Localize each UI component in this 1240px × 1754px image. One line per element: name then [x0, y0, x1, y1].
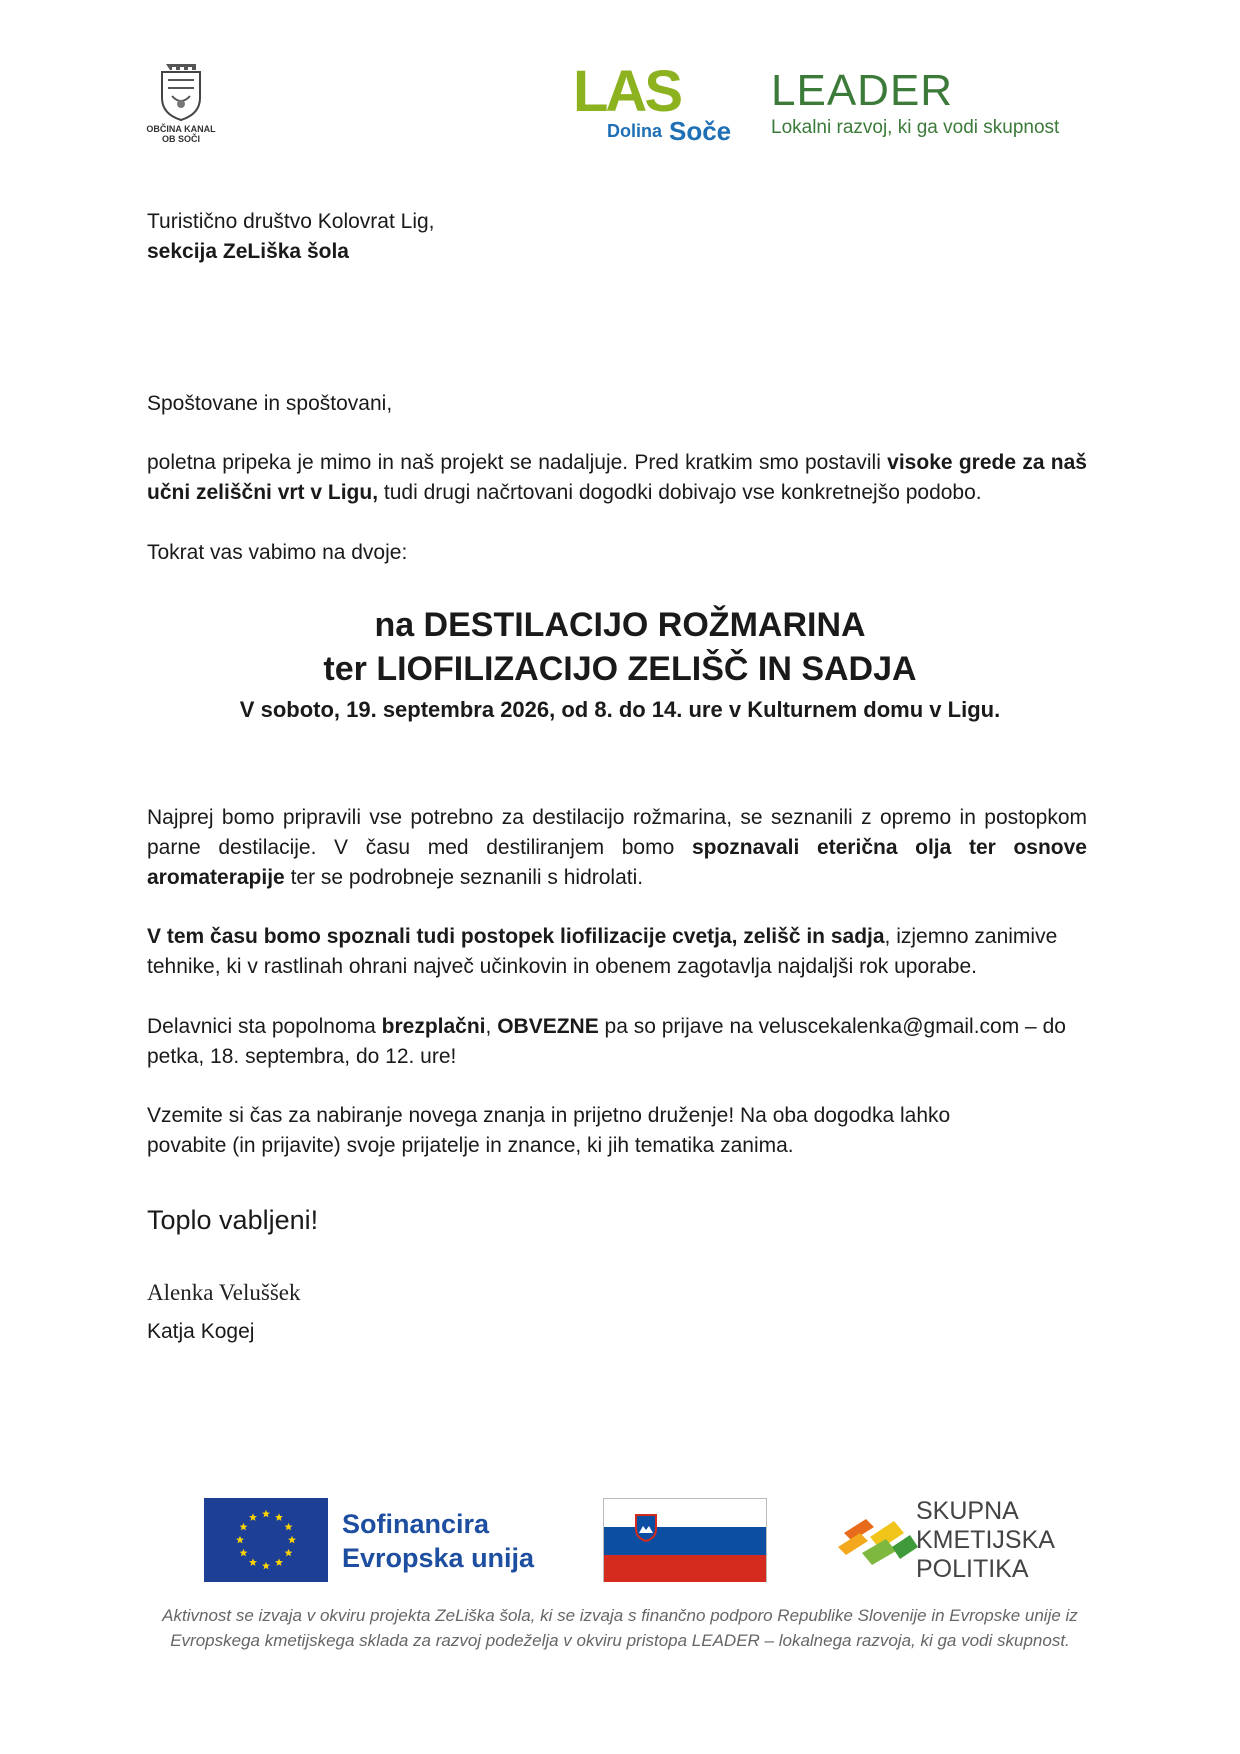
para3-text-a: V tem času bomo spoznali tudi postopek liofilizacije cvetja, zelišč in sadja [147, 925, 885, 948]
paragraph-distillation [147, 803, 1087, 893]
invite-intro: Tokrat vas vabimo na dvoje: [147, 541, 408, 564]
para4-text-c: , [485, 1015, 498, 1038]
event-heading [100, 603, 1140, 725]
para1-text-c: tudi drugi načrtovani dogodki dobivajo vse konkretnejšo podobo. [378, 481, 982, 504]
eu-star-icon [249, 1513, 257, 1521]
event-title-line1: na DESTILACIJO ROŽMARINA [374, 606, 866, 644]
las-dolina-soce-logo [573, 59, 733, 150]
cap-logo-line3: POLITIKA [916, 1555, 1029, 1583]
eu-star-icon [285, 1523, 293, 1531]
eu-star-icon [262, 1562, 270, 1570]
signature-katja: Katja Kogej [147, 1320, 255, 1343]
sender-line2: sekcija ZeLiška šola [147, 240, 349, 263]
para4-text-b: brezplačni [381, 1015, 486, 1038]
leader-logo [771, 66, 1101, 146]
eu-stars-icon [204, 1498, 328, 1582]
paragraph-intro [147, 448, 1087, 508]
eu-star-icon [285, 1549, 293, 1557]
leader-logo-subtitle: Lokalni razvoj, ki ga vodi skupnost [771, 117, 1060, 138]
eu-logo-line2: Evropska unija [342, 1543, 535, 1573]
event-date-location: V soboto, 19. septembra 2026, od 8. do 14. ure v Kulturnem domu v Ligu. [239, 697, 1001, 722]
para4-text-a: Delavnici sta popolnoma [147, 1015, 382, 1038]
para1-text-a: poletna pripeka je mimo in naš projekt se nadaljuje. Pred kratkim smo postavili [147, 451, 888, 474]
sender-line1: Turistično društvo Kolovrat Lig, [147, 210, 435, 233]
municipality-logo [146, 58, 216, 144]
closing: Toplo vabljeni! [147, 1205, 319, 1235]
eu-star-icon [249, 1558, 257, 1566]
eu-star-icon [262, 1510, 270, 1518]
cap-logo-icon [834, 1511, 918, 1573]
eu-cofunding-logo [204, 1498, 564, 1582]
leader-logo-title: LEADER [771, 66, 954, 115]
para2-text-a: Najprej bomo pripravili vse potrebno za destilacijo rožmarina, se seznanili z opremo in postopkom parne destilacije. V času med destiliranjem bomo [147, 806, 1087, 859]
signature-alenka: Alenka Veluššek [147, 1280, 301, 1305]
cap-logo-line1: SKUPNA [916, 1497, 1019, 1525]
footer-funding-note: Aktivnost se izvaja v okviru projekta ZeLiška šola, ki se izvaja s finančno podporo Republike Slovenije in Evropske unije iz Evropskega kmetijskega sklada za razvoj podeželja v okviru pristopa LEADER – lokalnega razvoja, ki ga vodi skupnost. [162, 1606, 1078, 1650]
para2-text-c: ter se podrobneje seznanili s hidrolati. [284, 866, 644, 889]
skupna-kmetijska-politika-logo [834, 1497, 1064, 1587]
greeting: Spoštovane in spoštovani, [147, 392, 393, 415]
municipality-logo-text: OBČINA KANAL OB SOČI [146, 124, 216, 144]
eu-logo-line1: Sofinancira [342, 1509, 490, 1539]
slovenian-flag [603, 1498, 767, 1582]
para4-text-d: OBVEZNE [497, 1015, 599, 1038]
las-logo-big: LAS [573, 59, 680, 124]
eu-star-icon [239, 1523, 247, 1531]
eu-flag [204, 1498, 328, 1582]
para2-text-b: spoznavali eterična olja ter osnove aromaterapije [147, 836, 1087, 889]
para1-text-b: visoke grede za naš učni zeliščni vrt v Ligu, [147, 451, 1087, 504]
para4-text-e: pa so prijave na veluscekalenka@gmail.com – do petka, 18. septembra, do 12. ure! [147, 1015, 1066, 1068]
cap-logo-line2: KMETIJSKA [916, 1526, 1055, 1554]
eu-star-icon [239, 1549, 247, 1557]
para5-text: Vzemite si čas za nabiranje novega znanja in prijetno druženje! Na oba dogodka lahko povabite (in prijavite) svoje prijatelje in znance, ki jih tematika zanima. [147, 1104, 951, 1157]
para3-text-b: , izjemno zanimive tehnike, ki v rastlinah ohrani največ učinkovin in obenem zagotavlja najdaljši rok uporabe. [147, 925, 1058, 978]
eu-star-icon [236, 1536, 244, 1544]
slovenian-coat-of-arms-icon [634, 1513, 658, 1543]
paragraph-invitation-friends [147, 1101, 1027, 1161]
paragraph-registration [147, 1012, 1092, 1072]
paragraph-lyophilization [147, 922, 1092, 982]
eu-star-icon [288, 1536, 296, 1544]
las-logo-sub2: Soče [669, 116, 732, 146]
event-title-line2: ter LIOFILIZACIJO ZELIŠČ IN SADJA [323, 650, 917, 688]
eu-star-icon [275, 1513, 283, 1521]
sender-block [147, 207, 747, 267]
las-logo-sub1: Dolina [607, 121, 663, 141]
eu-star-icon [275, 1558, 283, 1566]
